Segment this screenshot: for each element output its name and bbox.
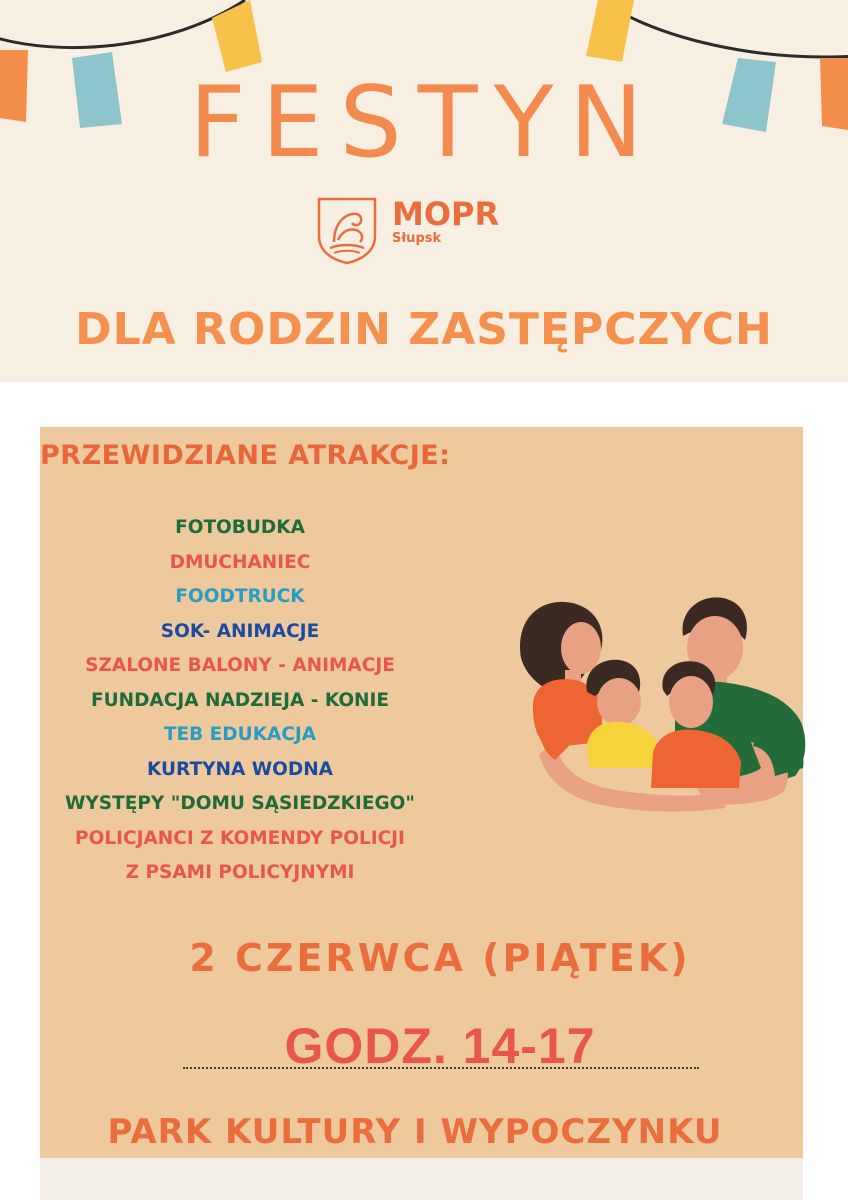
- list-item: POLICJANCI Z KOMENDY POLICJI: [75, 827, 405, 849]
- attractions-list: [40, 511, 440, 891]
- event-time: GODZ. 14-17: [284, 1018, 596, 1074]
- info-panel: [40, 427, 803, 1158]
- list-item: FOTOBUDKA: [175, 517, 305, 538]
- header-section: [0, 0, 848, 382]
- mopr-logo: [316, 196, 516, 266]
- list-item: WYSTĘPY "DOMU SĄSIEDZKIEGO": [64, 793, 416, 814]
- bottom-strip: [40, 1158, 803, 1200]
- event-place: PARK KULTURY I WYPOCZYNKU: [107, 1112, 723, 1152]
- list-item: Z PSAMI POLICYJNYMI: [125, 862, 355, 883]
- festival-title: FESTYN: [189, 66, 659, 180]
- logo-sub-text: Słupsk: [392, 231, 442, 246]
- logo-main-text: MOPR: [392, 195, 500, 233]
- list-item: FOODTRUCK: [175, 586, 305, 607]
- attractions-heading: PRZEWIDZIANE ATRAKCJE:: [40, 440, 451, 471]
- event-date: 2 CZERWCA (PIĄTEK): [189, 936, 691, 980]
- list-item: SZALONE BALONY - ANIMACJE: [85, 655, 395, 676]
- subtitle: DLA RODZIN ZASTĘPCZYCH: [75, 304, 773, 355]
- mopr-emblem-icon: [316, 196, 378, 266]
- dotted-divider: [183, 1067, 699, 1069]
- list-item: TEB EDUKACJA: [163, 724, 317, 745]
- list-item: SOK- ANIMACJE: [160, 620, 320, 642]
- list-item: DMUCHANIEC: [169, 551, 311, 573]
- list-item: FUNDACJA NADZIEJA - KONIE: [90, 689, 390, 711]
- list-item: KURTYNA WODNA: [147, 758, 333, 780]
- family-hug-illustration-icon: [515, 592, 807, 812]
